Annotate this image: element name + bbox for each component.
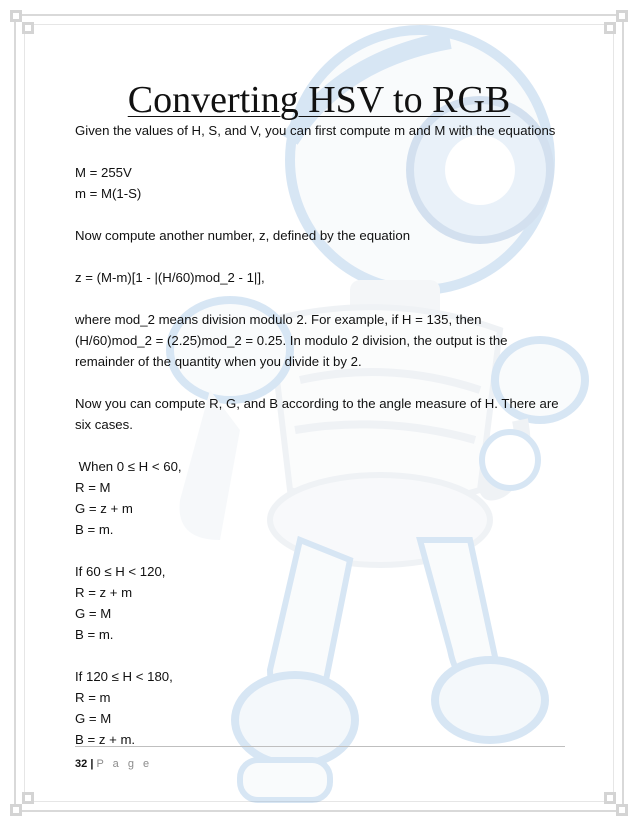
document-body [75, 120, 570, 750]
case-2-condition: If 60 ≤ H < 120, [75, 564, 166, 579]
intro-text: Given the values of H, S, and V, you can first compute m and M with the equations [75, 123, 556, 138]
case-3-b: B = z + m. [75, 732, 136, 747]
rgb-intro-line-1: Now you can compute R, G, and B according to the angle measure of H. There are [75, 396, 559, 411]
case-2-r: R = z + m [75, 585, 133, 600]
case-2-g: G = M [75, 606, 112, 621]
case-1-g: G = z + m [75, 501, 133, 516]
equation-m: m = M(1-S) [75, 186, 142, 201]
corner-ornament-bottom-right [604, 792, 628, 816]
case-2-b: B = m. [75, 627, 114, 642]
modulo-explanation-line-2: (H/60)mod_2 = (2.25)mod_2 = 0.25. In modulo 2 division, the output is the [75, 333, 508, 348]
z-intro-text: Now compute another number, z, defined by the equation [75, 228, 411, 243]
equation-M: M = 255V [75, 165, 132, 180]
equation-z: z = (M-m)[1 - |(H/60)mod_2 - 1|], [75, 270, 265, 285]
modulo-explanation-line-1: where mod_2 means division modulo 2. For example, if H = 135, then [75, 312, 482, 327]
footer-separator: | [90, 758, 94, 770]
case-3-condition: If 120 ≤ H < 180, [75, 669, 173, 684]
case-1-r: R = M [75, 480, 111, 495]
case-1-condition: When 0 ≤ H < 60, [75, 459, 182, 474]
page-title: Converting HSV to RGB [127, 79, 511, 121]
corner-ornament-top-left [10, 10, 34, 34]
modulo-explanation-line-3: remainder of the quantity when you divide it by 2. [75, 354, 362, 369]
corner-ornament-bottom-left [10, 792, 34, 816]
case-3-r: R = m [75, 690, 111, 705]
page-footer [75, 758, 152, 770]
page-label: P a g e [96, 758, 153, 770]
page-number: 32 [75, 758, 88, 770]
case-3-g: G = M [75, 711, 112, 726]
rgb-intro-line-2: six cases. [75, 417, 133, 432]
case-1-b: B = m. [75, 522, 114, 537]
corner-ornament-top-right [604, 10, 628, 34]
footer-divider [75, 746, 565, 747]
